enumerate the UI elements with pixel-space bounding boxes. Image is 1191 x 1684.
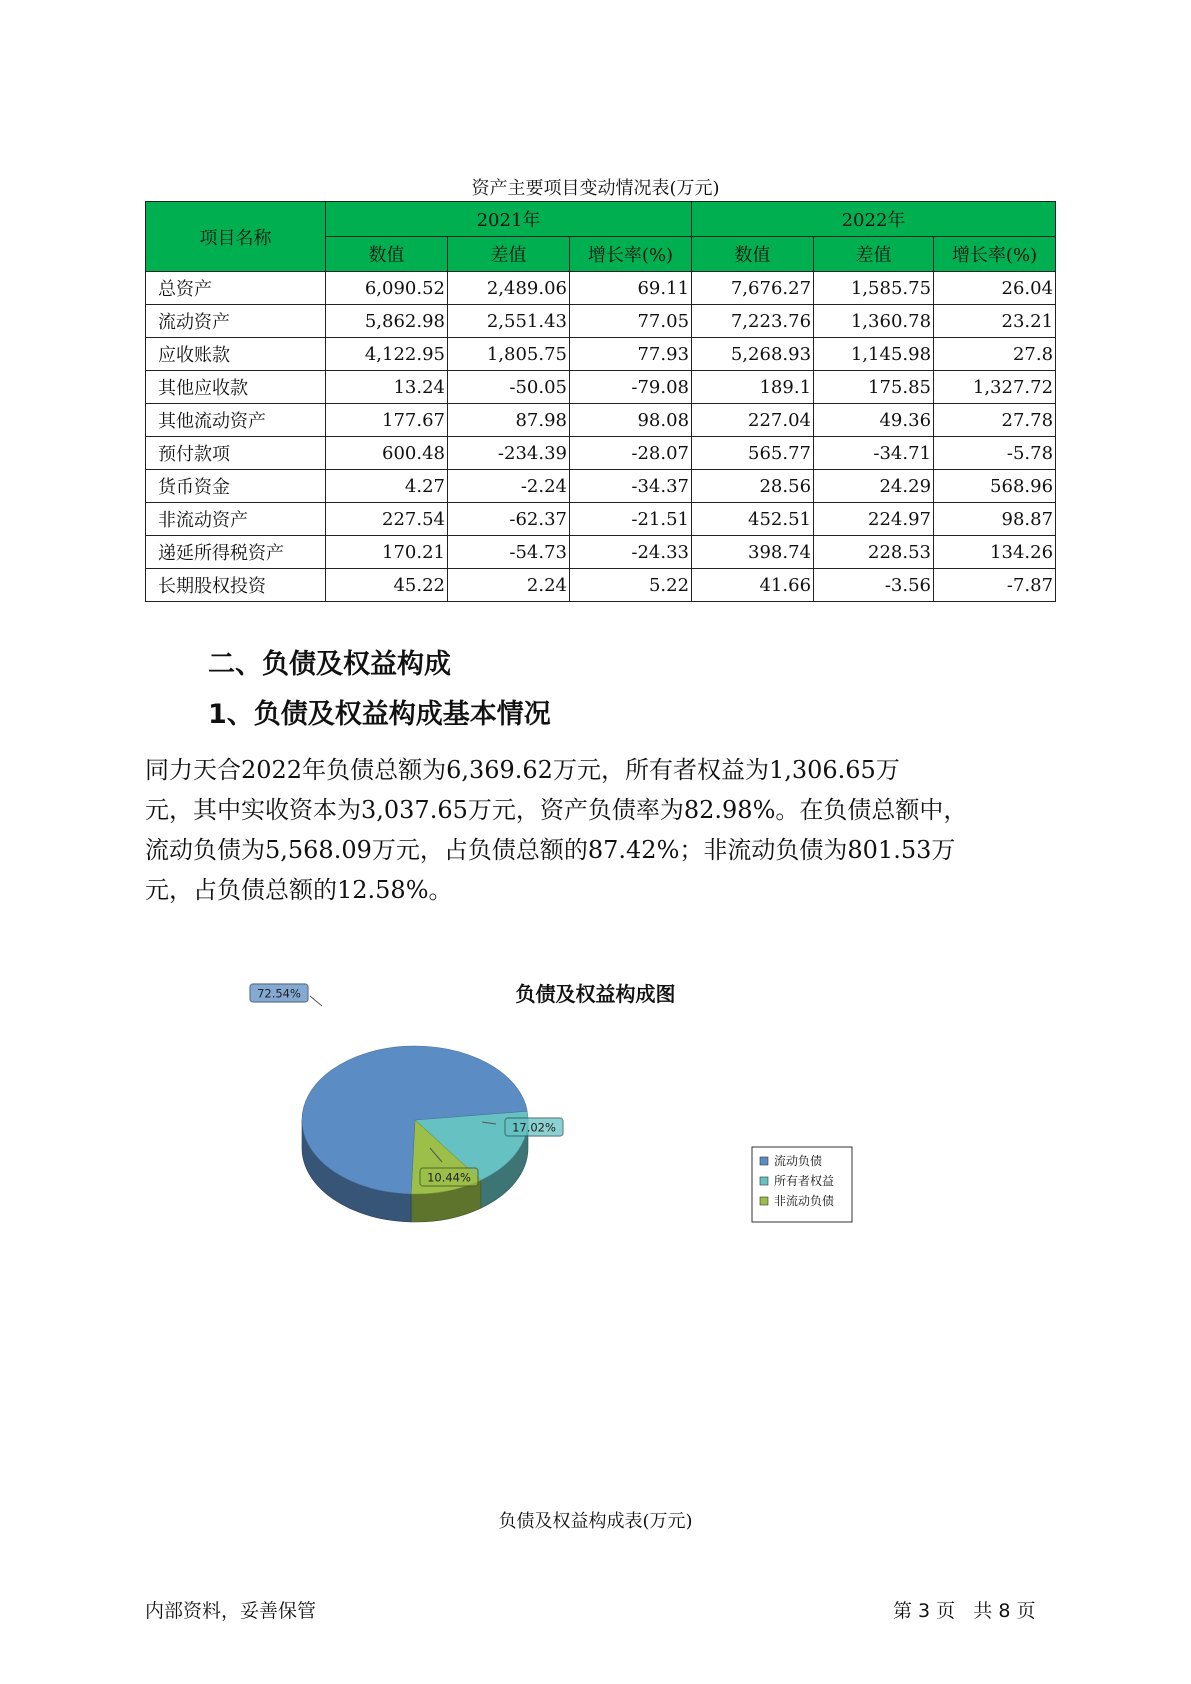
- body-line: 元，占负债总额的12.58%。: [145, 876, 453, 904]
- cell-growth-2021: 98.08: [570, 404, 692, 437]
- cell-row-name: 其他应收款: [146, 371, 326, 404]
- cell-value-2021: 4.27: [326, 470, 448, 503]
- cell-growth-2022: 134.26: [934, 536, 1056, 569]
- section-heading: 二、负债及权益构成: [208, 649, 451, 680]
- cell-growth-2021: -79.08: [570, 371, 692, 404]
- body-line: 元，其中实收资本为3,037.65万元，资产负债率为82.98%。在负债总额中，: [145, 796, 968, 824]
- table-row: [146, 305, 1056, 338]
- cell-value-2022: 227.04: [692, 404, 814, 437]
- cell-row-name: 长期股权投资: [146, 569, 326, 602]
- table-row: [146, 437, 1056, 470]
- cell-growth-2021: -34.37: [570, 470, 692, 503]
- body-paragraph: [145, 750, 1055, 910]
- table2-caption: 负债及权益构成表(万元): [498, 1511, 693, 1532]
- cell-value-2022: 398.74: [692, 536, 814, 569]
- header-value-2021: 数值: [326, 237, 448, 272]
- cell-growth-2021: 5.22: [570, 569, 692, 602]
- cell-diff-2022: 175.85: [814, 371, 934, 404]
- cell-growth-2022: 98.87: [934, 503, 1056, 536]
- table-row: [146, 569, 1056, 602]
- body-line: 流动负债为5,568.09万元，占负债总额的87.42%；非流动负债为801.53万: [145, 836, 956, 864]
- table-row: [146, 338, 1056, 371]
- cell-value-2021: 6,090.52: [326, 272, 448, 305]
- cell-value-2021: 5,862.98: [326, 305, 448, 338]
- cell-growth-2022: 23.21: [934, 305, 1056, 338]
- cell-growth-2021: 69.11: [570, 272, 692, 305]
- cell-diff-2021: -62.37: [448, 503, 570, 536]
- table-caption: 资产主要项目变动情况表(万元): [471, 178, 720, 199]
- cell-row-name: 递延所得税资产: [146, 536, 326, 569]
- cell-growth-2021: -28.07: [570, 437, 692, 470]
- header-year-2022: 2022年: [692, 202, 1056, 237]
- cell-value-2022: 5,268.93: [692, 338, 814, 371]
- cell-diff-2021: -54.73: [448, 536, 570, 569]
- cell-diff-2021: -50.05: [448, 371, 570, 404]
- chart-legend: [752, 1147, 852, 1222]
- table-row: [146, 371, 1056, 404]
- cell-row-name: 预付款项: [146, 437, 326, 470]
- cell-diff-2022: -34.71: [814, 437, 934, 470]
- header-growth-2022: 增长率(%): [934, 237, 1056, 272]
- table-row: [146, 536, 1056, 569]
- cell-diff-2021: 87.98: [448, 404, 570, 437]
- cell-diff-2022: 1,585.75: [814, 272, 934, 305]
- legend-swatch: [760, 1197, 768, 1205]
- cell-value-2021: 600.48: [326, 437, 448, 470]
- legend-label: 流动负债: [774, 1154, 823, 1168]
- cell-diff-2022: 224.97: [814, 503, 934, 536]
- table-row: [146, 470, 1056, 503]
- cell-row-name: 其他流动资产: [146, 404, 326, 437]
- body-line: 同力天合2022年负债总额为6,369.62万元，所有者权益为1,306.65万: [145, 756, 900, 784]
- legend-label: 非流动负债: [774, 1194, 835, 1208]
- cell-value-2022: 189.1: [692, 371, 814, 404]
- legend-swatch: [760, 1177, 768, 1185]
- cell-row-name: 货币资金: [146, 470, 326, 503]
- data-label: 17.02%: [512, 1120, 556, 1135]
- cell-value-2022: 452.51: [692, 503, 814, 536]
- cell-value-2022: 7,676.27: [692, 272, 814, 305]
- header-year-2021: 2021年: [326, 202, 692, 237]
- cell-diff-2021: 2,489.06: [448, 272, 570, 305]
- chart-title: 负债及权益构成图: [515, 982, 676, 1006]
- assets-table: [145, 201, 1056, 602]
- cell-growth-2022: -5.78: [934, 437, 1056, 470]
- cell-diff-2021: -2.24: [448, 470, 570, 503]
- cell-diff-2022: 1,145.98: [814, 338, 934, 371]
- cell-growth-2022: -7.87: [934, 569, 1056, 602]
- cell-value-2021: 13.24: [326, 371, 448, 404]
- cell-value-2021: 4,122.95: [326, 338, 448, 371]
- cell-growth-2021: -24.33: [570, 536, 692, 569]
- sub-heading: 1、负债及权益构成基本情况: [208, 699, 551, 730]
- legend-label: 所有者权益: [774, 1174, 835, 1188]
- header-diff-2021: 差值: [448, 237, 570, 272]
- footer-page-number: 第 3 页 共 8 页: [893, 1600, 1036, 1622]
- cell-growth-2022: 27.8: [934, 338, 1056, 371]
- data-label: 72.54%: [257, 986, 301, 1001]
- table-row: [146, 272, 1056, 305]
- cell-growth-2021: -21.51: [570, 503, 692, 536]
- header-value-2022: 数值: [692, 237, 814, 272]
- cell-value-2021: 227.54: [326, 503, 448, 536]
- cell-value-2022: 28.56: [692, 470, 814, 503]
- cell-row-name: 流动资产: [146, 305, 326, 338]
- legend-swatch: [760, 1157, 768, 1165]
- cell-growth-2021: 77.93: [570, 338, 692, 371]
- cell-diff-2021: 2,551.43: [448, 305, 570, 338]
- cell-diff-2022: 24.29: [814, 470, 934, 503]
- cell-value-2021: 45.22: [326, 569, 448, 602]
- table-row: [146, 404, 1056, 437]
- cell-growth-2022: 26.04: [934, 272, 1056, 305]
- header-item-name: 项目名称: [146, 202, 326, 272]
- cell-growth-2022: 1,327.72: [934, 371, 1056, 404]
- cell-row-name: 应收账款: [146, 338, 326, 371]
- cell-growth-2022: 568.96: [934, 470, 1056, 503]
- header-diff-2022: 差值: [814, 237, 934, 272]
- cell-diff-2022: 228.53: [814, 536, 934, 569]
- cell-diff-2022: 49.36: [814, 404, 934, 437]
- cell-diff-2021: 2.24: [448, 569, 570, 602]
- footer-confidential: 内部资料，妥善保管: [145, 1600, 317, 1622]
- cell-value-2022: 7,223.76: [692, 305, 814, 338]
- cell-diff-2021: 1,805.75: [448, 338, 570, 371]
- cell-row-name: 总资产: [146, 272, 326, 305]
- cell-value-2021: 170.21: [326, 536, 448, 569]
- cell-value-2022: 41.66: [692, 569, 814, 602]
- cell-value-2021: 177.67: [326, 404, 448, 437]
- cell-diff-2022: -3.56: [814, 569, 934, 602]
- cell-diff-2022: 1,360.78: [814, 305, 934, 338]
- cell-growth-2022: 27.78: [934, 404, 1056, 437]
- cell-diff-2021: -234.39: [448, 437, 570, 470]
- header-growth-2021: 增长率(%): [570, 237, 692, 272]
- data-label: 10.44%: [427, 1170, 471, 1185]
- cell-growth-2021: 77.05: [570, 305, 692, 338]
- cell-value-2022: 565.77: [692, 437, 814, 470]
- cell-row-name: 非流动资产: [146, 503, 326, 536]
- table-row: [146, 503, 1056, 536]
